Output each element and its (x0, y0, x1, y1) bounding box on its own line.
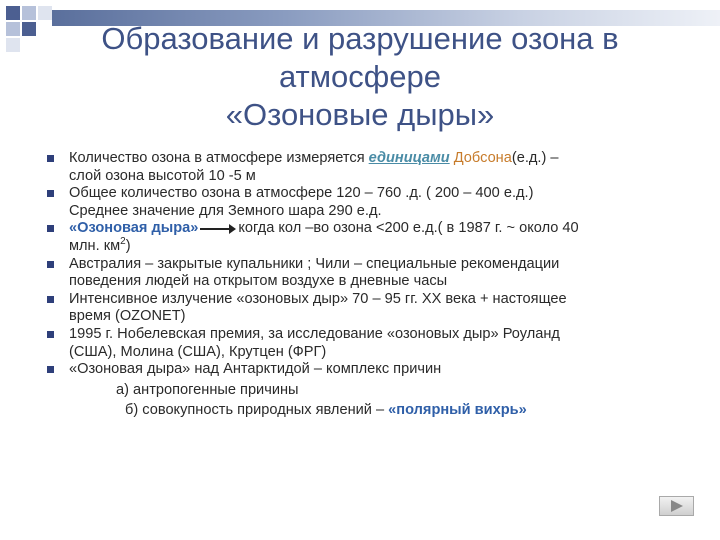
bullet-text: ) (125, 237, 131, 254)
list-item (44, 326, 684, 361)
slide-title (40, 20, 680, 134)
bullet-square-icon (47, 296, 54, 303)
list-item (44, 291, 684, 326)
bullet-text: млн. км (69, 237, 121, 254)
bullet-square-icon (47, 366, 54, 373)
arrow-right-icon (200, 224, 236, 234)
bullet-text: Среднее значение для Земного шара 290 е.д. (69, 202, 382, 219)
bullet-text: б) совокупность природных явлений – (125, 402, 389, 419)
polar-vortex-term: «полярный вихрь» (388, 402, 527, 419)
title-line-2: атмосфере (278, 59, 442, 94)
bullet-text: когда кол –во озона <200 е.д.( в 1987 г. ~ около 40 (238, 220, 579, 237)
bullet-square-icon (47, 155, 54, 162)
superscript: 2 (120, 236, 126, 248)
slide-content (44, 150, 684, 420)
bullet-text: «Озоновая дыра» над Антарктидой – комплекс причин (69, 361, 442, 378)
bullet-square-icon (47, 331, 54, 338)
dobson-units-link[interactable]: единицами (368, 150, 450, 166)
list-item (44, 220, 684, 255)
next-slide-button[interactable] (659, 496, 694, 516)
bullet-text: 1995 г. Нобелевская премия, за исследование «озоновых дыр» Роуланд (69, 325, 560, 342)
sub-item-b (44, 402, 684, 420)
bullet-text: (США), Молина (США), Крутцен (ФРГ) (69, 343, 327, 360)
bullet-square-icon (47, 190, 54, 197)
bullet-text: (е.д.) – (511, 150, 559, 166)
bullet-text: время (OZONET) (69, 308, 186, 325)
bullet-text: поведения людей на открытом воздухе в дневные часы (69, 273, 448, 290)
bullet-text: Интенсивное излучение «озоновых дыр» 70 – 95 гг. ХХ века + настоящее (69, 290, 567, 307)
list-item (44, 185, 684, 220)
title-line-3: «Озоновые дыры» (225, 97, 495, 132)
sub-item-a: а) антропогенные причины (116, 381, 299, 398)
list-item (44, 150, 684, 185)
list-item (44, 256, 684, 291)
list-item (44, 361, 684, 379)
bullet-text: слой озона высотой 10 -5 м (69, 167, 256, 184)
dobson-term: Добсона (453, 150, 512, 166)
bullet-square-icon (47, 225, 54, 232)
ozone-hole-term: «Озоновая дыра» (69, 220, 199, 237)
bullet-text: Количество озона в атмосфере измеряется (69, 150, 369, 166)
title-line-1: Образование и разрушение озона в (101, 21, 619, 56)
bullet-text: Общее количество озона в атмосфере 120 – 760 .д. ( 200 – 400 е.д.) (69, 185, 534, 202)
bullet-square-icon (47, 261, 54, 268)
bullet-text: Австралия – закрытые купальники ; Чили – специальные рекомендации (69, 255, 560, 272)
next-slide-icon (671, 500, 683, 512)
